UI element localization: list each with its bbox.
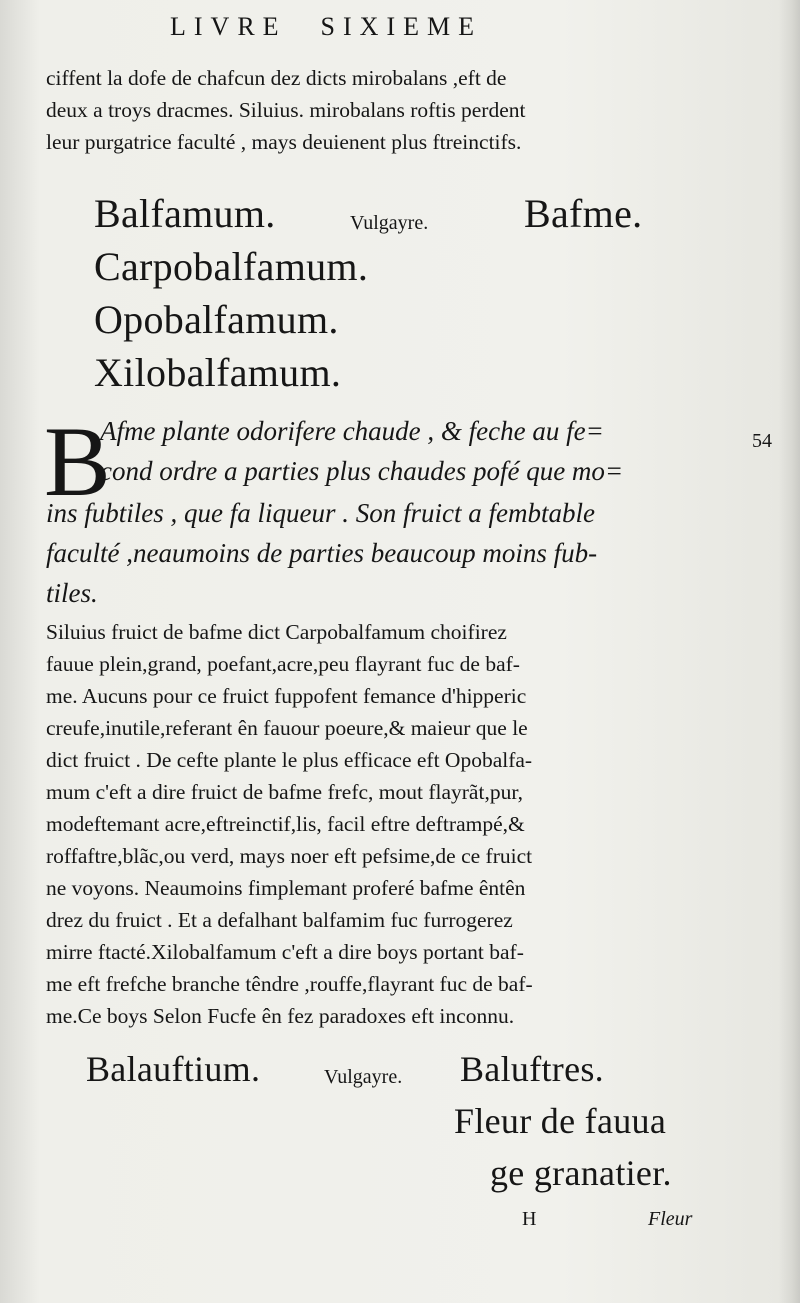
headword: Balfamum. (94, 191, 276, 236)
text-line: ins fubtiles , que fa liqueur . Son fruict a fembtable (46, 498, 595, 528)
vulgar-name: ge granatier. (490, 1153, 672, 1193)
headword: Carpobalfamum. (94, 244, 369, 289)
text-line: roffaftre,blãc,ou verd, mays noer eft pefsime,de ce fruict (46, 844, 533, 868)
text-line: me. Aucuns pour ce fruict fuppofent femance d'hipperic (46, 684, 527, 708)
text-line: deux a troys dracmes. Siluius. mirobalans roftis perdent (46, 98, 526, 122)
text-line: leur purgatrice faculté , mays deuienent plus ftreinctifs. (46, 130, 522, 154)
text-line: drez du fruict . Et a defalhant balfamim fuc furrogerez (46, 908, 513, 932)
text-line: dict fruict . De cefte plante le plus efficace eft Opobalfa- (46, 748, 533, 772)
vulgar-name: Fleur de fauua (454, 1101, 667, 1141)
text-line: creufe,inutile,referant ên fauour poeure,& maieur que le (46, 716, 528, 740)
page-edge-shadow (778, 0, 800, 1303)
text-line: mum c'eft a dire fruict de bafme frefc, mout flayrãt,pur, (46, 780, 523, 804)
text-line: ciffent la dofe de chafcun dez dicts mirobalans ,eft de (46, 66, 507, 90)
vulgar-label: Vulgayre. (350, 212, 429, 234)
running-head-word-2: SIXIEME (320, 12, 482, 41)
text-line: me.Ce boys Selon Fucfe ên fez paradoxes eft inconnu. (46, 1004, 515, 1028)
text-line: mirre ftacté.Xilobalfamum c'eft a dire boys portant baf- (46, 940, 524, 964)
headword: Xilobalfamum. (94, 350, 342, 395)
headword: Balauftium. (86, 1049, 261, 1089)
text-line: me eft frefche branche têndre ,rouffe,flayrant fuc de baf- (46, 972, 533, 996)
text-line: modeftemant acre,eftreinctif,lis, facil eftre deftrampé,& (46, 812, 525, 836)
running-head (170, 12, 600, 42)
catchword: Fleur (648, 1208, 693, 1230)
headword: Opobalfamum. (94, 297, 339, 342)
vulgar-label: Vulgayre. (324, 1066, 403, 1088)
text-line: ne voyons. Neaumoins fimplemant proferé bafme êntên (46, 876, 526, 900)
running-head-word-1: LIVRE (170, 12, 287, 41)
vulgar-name: Baluftres. (460, 1049, 604, 1089)
text-line: tiles. (46, 578, 98, 608)
drop-cap-initial: B (44, 406, 111, 517)
vulgar-name: Bafme. (524, 191, 643, 236)
text-line: fauue plein,grand, poefant,acre,peu flayrant fuc de baf- (46, 652, 520, 676)
text-line: Siluius fruict de bafme dict Carpobalfamum choifirez (46, 620, 507, 644)
text-line: cond ordre a parties plus chaudes pofé que mo= (100, 456, 624, 486)
text-line: faculté ,neaumoins de parties beaucoup moins fub- (46, 538, 598, 568)
text-line: Afme plante odorifere chaude , & feche au fe= (100, 416, 604, 446)
margin-number: 54 (752, 430, 772, 452)
signature-mark: H (522, 1208, 537, 1230)
